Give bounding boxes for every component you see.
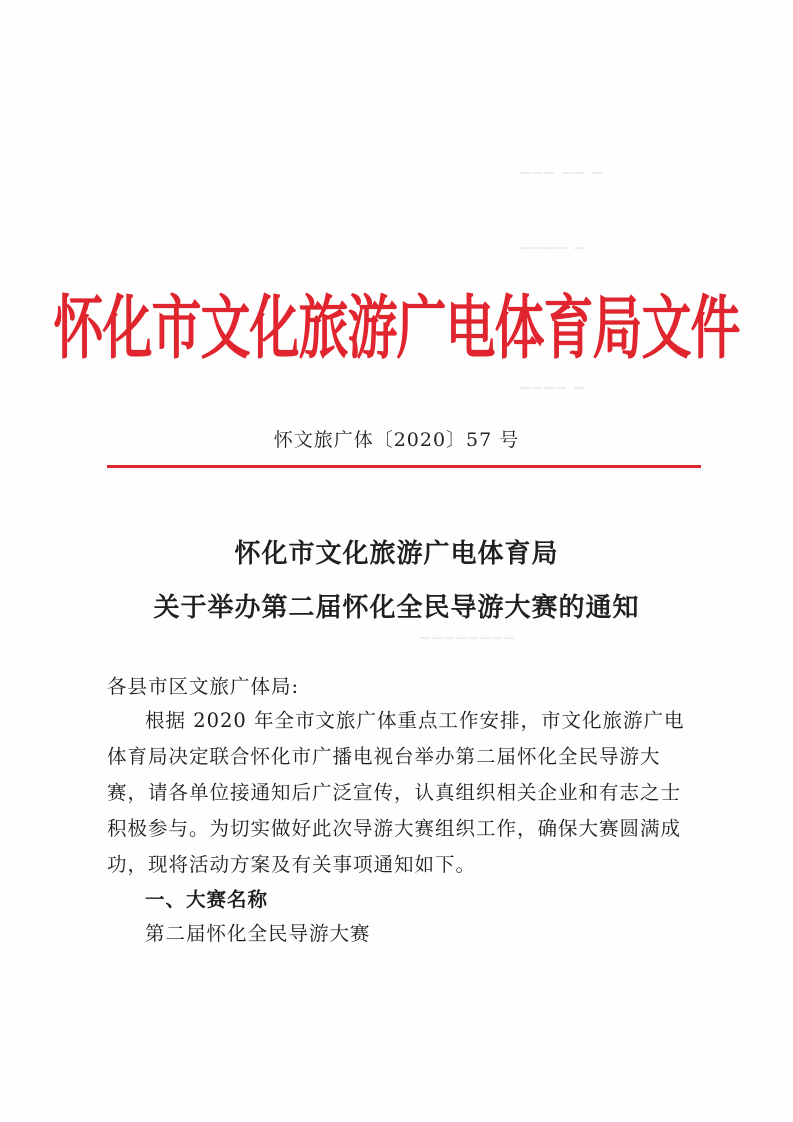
bleed-through-mark: ▁▁▁ ▁▁ ▁ (520, 160, 605, 175)
notice-title-line-1: 怀化市文化旅游广电体育局 (234, 539, 559, 569)
paragraph-line: 功，现将活动方案及有关事项通知如下。 (107, 853, 477, 876)
paragraph-line: 根据 2020 年全市文旅广体重点工作安排，市文化旅游广电 (145, 709, 685, 732)
section-heading: 一、大赛名称 (145, 888, 269, 911)
section-text: 第二届怀化全民导游大赛 (145, 922, 371, 945)
bleed-through-mark: ▁▁▁▁ ▁ (520, 375, 587, 390)
red-separator-line (107, 465, 701, 468)
bleed-through-mark: ▁▁▁▁ ▁ (520, 235, 587, 250)
issuer-header-title: 怀化市文化旅游广电体育局文件 (53, 288, 740, 369)
notice-title-line-2: 关于举办第二届怀化全民导游大赛的通知 (153, 593, 640, 623)
bleed-through-mark: ▁▁▁▁▁▁▁▁ (420, 625, 516, 640)
paragraph-line: 赛，请各单位接通知后广泛宣传，认真组织相关企业和有志之士 (107, 781, 682, 804)
paragraph-line: 积极参与。为切实做好此次导游大赛组织工作，确保大赛圆满成 (107, 817, 682, 840)
salutation: 各县市区文旅广体局: (107, 675, 300, 698)
paragraph-line: 体育局决定联合怀化市广播电视台举办第二届怀化全民导游大 (107, 745, 661, 768)
document-number: 怀文旅广体〔2020〕57 号 (273, 429, 520, 451)
